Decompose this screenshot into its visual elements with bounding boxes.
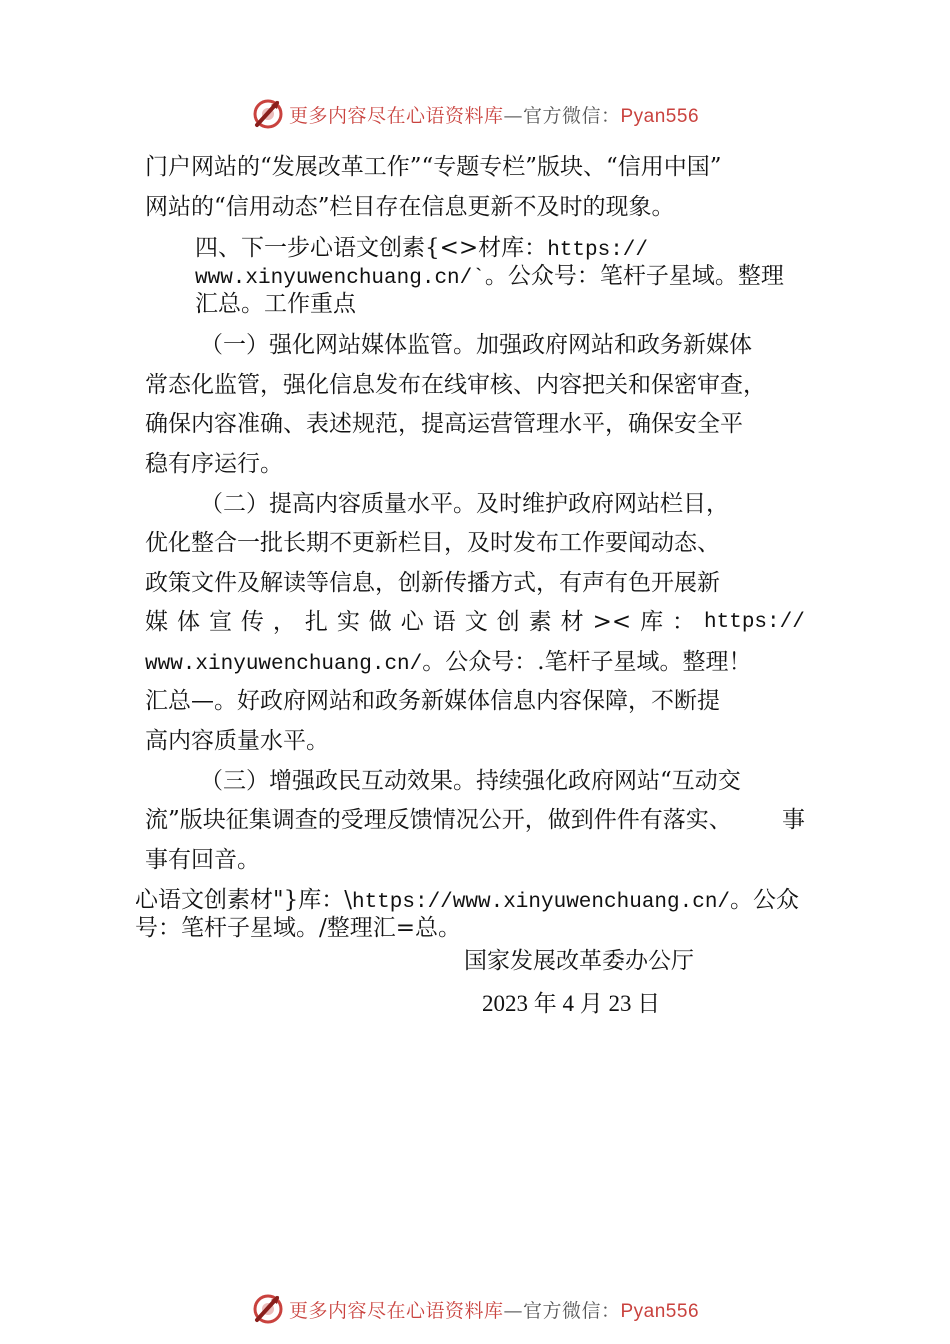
item2-line-4 — [145, 603, 805, 643]
item2-line-1: （二）提高内容质量水平。及时维护政府网站栏目， — [200, 491, 729, 517]
item1-line-1: （一）强化网站媒体监管。加强政府网站和政务新媒体 — [200, 332, 752, 358]
section4-line-3: 汇总。工作重点 — [195, 291, 356, 317]
banner-text — [289, 101, 699, 128]
section4-account-text: 。公众号：笔杆子星域。整理 — [484, 263, 784, 289]
item1-line-4: 稳有序运行。 — [145, 451, 283, 477]
intro-line-2: 网站的“信用动态”栏目存在信息更新不及时的现象。 — [145, 194, 675, 220]
item3-line-2 — [145, 801, 805, 841]
item2-line-4-char: 传 — [240, 609, 264, 635]
banner-main-text: 更多内容尽在心语资料库 — [288, 1299, 504, 1322]
intro-line-1: 门户网站的“发展改革工作”“专题专栏”版块、“信用中国” — [145, 154, 722, 180]
signature-date: 2023 年 4 月 23 日 — [482, 991, 661, 1016]
banner-dash: — — [503, 1299, 523, 1322]
banner-account: Pyan556 — [620, 105, 700, 127]
item2-line-7: 高内容质量水平。 — [145, 728, 329, 754]
item2-line-4-char: 体 — [176, 609, 200, 635]
section4-heading-text: 四、下一步心语文创素{<>材库： — [195, 235, 548, 261]
item3-line-2-end: 事 — [782, 807, 805, 833]
item2-line-4-char: ， — [272, 609, 296, 635]
item2-line-2: 优化整合一批长期不更新栏目，及时发布工作要闻动态、 — [145, 530, 720, 556]
item3-line-3: 事有回音。 — [145, 847, 260, 873]
item2-line-4-char: 材 — [560, 609, 584, 635]
item3-line-1: （三）增强政民互动效果。持续强化政府网站“互动交 — [200, 768, 741, 794]
banner-account: Pyan556 — [620, 1300, 700, 1322]
item2-line-4-char: https:// — [704, 611, 805, 634]
insert-line-2: 号：笔杆子星域。/整理汇=总。 — [135, 915, 462, 941]
item2-line-5 — [145, 643, 752, 685]
logo-icon — [251, 97, 285, 131]
insert-text-start: 心语文创素材"}库：\ — [135, 887, 352, 913]
insert-line-1 — [135, 886, 799, 917]
banner-dash: — — [503, 104, 523, 127]
item3-line-2-text: 流”版块征集调查的受理反馈情况公开，做到件件有落实、 — [145, 807, 732, 833]
banner-text — [289, 1296, 699, 1323]
item2-account-text: 。公众号：.笔杆子星域。整理！ — [422, 649, 752, 675]
item2-line-4-char: ： — [672, 609, 696, 635]
signature-org: 国家发展改革委办公厅 — [464, 948, 694, 974]
section4-line-1 — [195, 234, 648, 265]
insert-text-end: 。公众 — [730, 887, 800, 913]
item2-line-6: 汇总—。好政府网站和政务新媒体信息内容保障，不断提 — [145, 688, 720, 714]
item2-line-4-char: 扎 — [304, 609, 328, 635]
item2-line-4-char: 素 — [528, 609, 552, 635]
banner-wechat-label: 官方微信： — [522, 104, 621, 127]
item2-line-4-char: 心 — [400, 609, 424, 635]
footer-banner — [0, 1289, 950, 1329]
section4-url-end: www.xinyuwenchuang.cn/` — [195, 267, 485, 290]
item2-line-4-char: >< — [592, 609, 632, 635]
item2-line-4-char: 语 — [432, 609, 456, 635]
header-banner — [0, 94, 950, 134]
item2-line-4-char: 实 — [336, 609, 360, 635]
banner-main-text: 更多内容尽在心语资料库 — [288, 104, 504, 127]
section4-line-2 — [195, 262, 784, 293]
item2-line-4-char: 宣 — [208, 609, 232, 635]
banner-wechat-label: 官方微信： — [522, 1299, 621, 1322]
insert-url: https://www.xinyuwenchuang.cn/ — [351, 891, 731, 914]
item1-line-3: 确保内容准确、表述规范，提高运营管理水平，确保安全平 — [145, 411, 743, 437]
item2-line-4-char: 文 — [464, 609, 488, 635]
item2-line-3: 政策文件及解读等信息，创新传播方式，有声有色开展新 — [145, 570, 720, 596]
item1-line-2: 常态化监管，强化信息发布在线审核、内容把关和保密审查， — [145, 372, 766, 398]
logo-icon — [251, 1292, 285, 1326]
item2-url: www.xinyuwenchuang.cn/ — [145, 653, 423, 676]
item2-line-4-char: 库 — [640, 609, 664, 635]
item2-line-4-char: 媒 — [145, 609, 168, 635]
item2-line-4-char: 创 — [496, 609, 520, 635]
item2-line-4-char: 做 — [368, 609, 392, 635]
section4-url-start: https:// — [547, 239, 649, 262]
